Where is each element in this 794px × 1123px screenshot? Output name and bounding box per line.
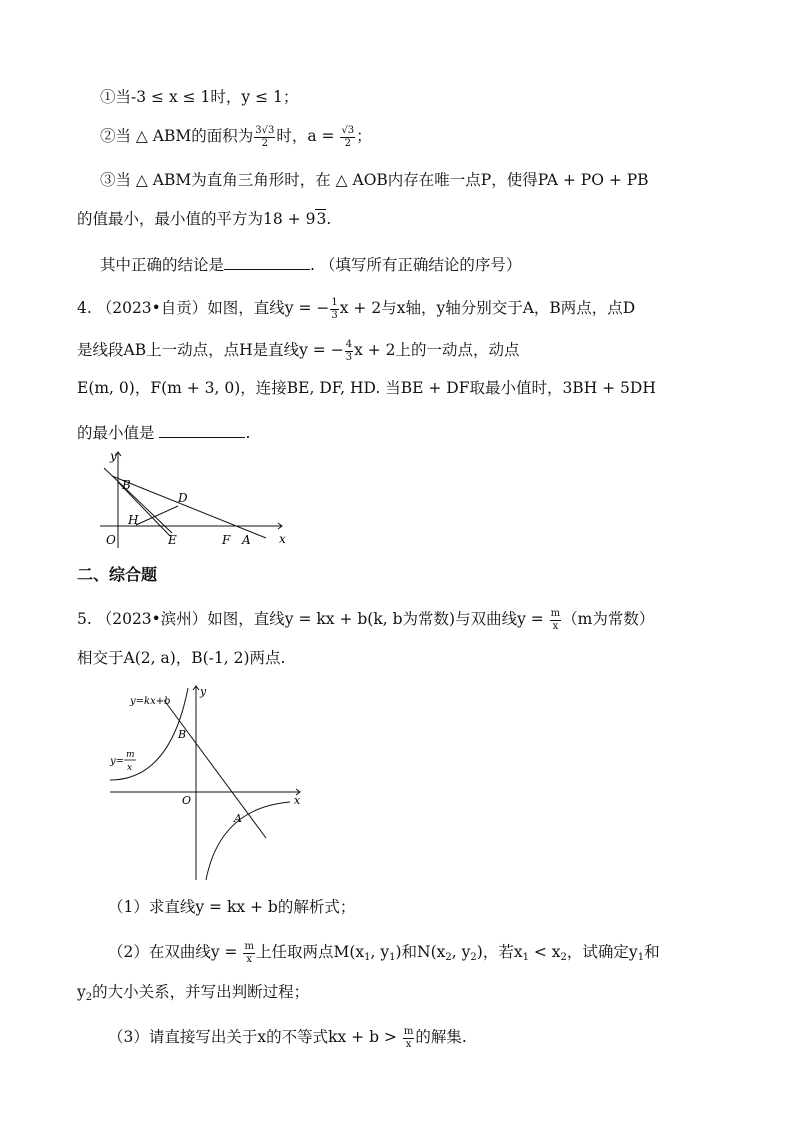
fig4-label-O: O (106, 533, 116, 547)
fig4-label-y: y (110, 449, 117, 463)
fig5-label-A: A (234, 812, 242, 825)
fraction: $\frac{4}{3}$ (345, 339, 353, 363)
fig4-label-A: A (242, 533, 251, 547)
answer-blank[interactable] (224, 255, 310, 270)
fig5-curve-num: m (126, 750, 135, 760)
hyperbola-branch-right (206, 802, 290, 880)
statement-2-text: ②当 △ ABM的面积为 (100, 127, 254, 145)
fraction: $\frac{m}{x}$ (550, 608, 561, 632)
q5-part-2-line-2: $y_2$的大小关系，并写出判断过程； (77, 983, 310, 1003)
statement-3-line-1: ③当 △ ABM为直角三角形时，在 △ AOB内存在唯一点P，使得PA + PO + PB (100, 171, 649, 189)
fig4-label-F: F (222, 533, 231, 547)
section-title: 二、综合题 (77, 565, 158, 584)
fig5-curve-label: y= (110, 756, 125, 767)
q5-part-1: （1）求直线y = kx + b的解析式； (108, 898, 356, 916)
fig5-label-B: B (178, 728, 187, 741)
q5-line-1: 5. （2023•滨州）如图，直线y = kx + b(k, b为常数)与双曲线y = $\frac{m}{x}$ （m为常数） (77, 608, 655, 632)
sqrt: 3 (316, 210, 327, 228)
q4-line-4: 的最小值是 . (77, 424, 251, 442)
statement-3-line-2: 的值最小，最小值的平方为18 + 93. (77, 210, 332, 228)
fig4-label-H: H (128, 513, 139, 527)
fig5-line-label: y=kx+b (130, 696, 171, 707)
fraction: $\frac{√3}{2}$ (341, 125, 355, 149)
q4-line-3: E(m, 0)，F(m + 3, 0)，连接BE, DF, HD. 当BE + DF取最小值时，3BH + 5DH (77, 379, 656, 397)
fraction: $\frac{m}{x}$ (403, 1026, 414, 1050)
q4-line-1: 4. （2023•自贡）如图，直线y = − $\frac{1}{3}$ x + 2与x轴，y轴分别交于A，B两点，点D (77, 297, 636, 321)
q5-part-2-line-1: （2）在双曲线y = $\frac{m}{x}$ 上任取两点$M(x_1$, $y_1$)和$N(x_2$, $y_2$)，若$x_1 < x_2$，试确定$y_1$和 (108, 941, 660, 965)
fig5-label-x: x (294, 794, 301, 807)
fig5-label-O: O (182, 794, 192, 807)
fig5-curve-den: x (127, 763, 133, 773)
q4-line-2: 是线段AB上一动点，点H是直线y = − $\frac{4}{3}$ x + 2上的一动点，动点 (77, 339, 520, 363)
fig5-label-y: y (200, 685, 207, 698)
figure-q5 (108, 680, 308, 885)
fraction: $\frac{3√3}{2}$ (255, 125, 275, 149)
fig4-label-x: x (279, 532, 286, 546)
line-ab (112, 476, 266, 538)
fig4-label-E: E (168, 533, 177, 547)
statement-1 (100, 90, 298, 106)
answer-prompt: 其中正确的结论是 . （填写所有正确结论的序号） (100, 256, 522, 274)
fig4-label-B: B (122, 478, 131, 492)
statement-1-text: ①当-3 ≤ x ≤ 1时，y ≤ 1； (100, 88, 299, 106)
fig4-label-D: D (178, 491, 188, 505)
answer-blank[interactable] (159, 423, 245, 438)
q5-part-3: （3）请直接写出关于x的不等式kx + b > $\frac{m}{x}$ 的解集. (108, 1026, 467, 1050)
statement-2: ②当 △ ABM的面积为 $\frac{3√3}{2}$ 时，a = $\frac{√3}{2}$ ； (100, 125, 372, 149)
fraction: $\frac{m}{x}$ (244, 941, 254, 965)
q5-line-2: 相交于A(2, a)，B(-1, 2)两点. (77, 649, 286, 667)
fraction: $\frac{1}{3}$ (331, 297, 338, 321)
figure-q4 (98, 448, 298, 553)
